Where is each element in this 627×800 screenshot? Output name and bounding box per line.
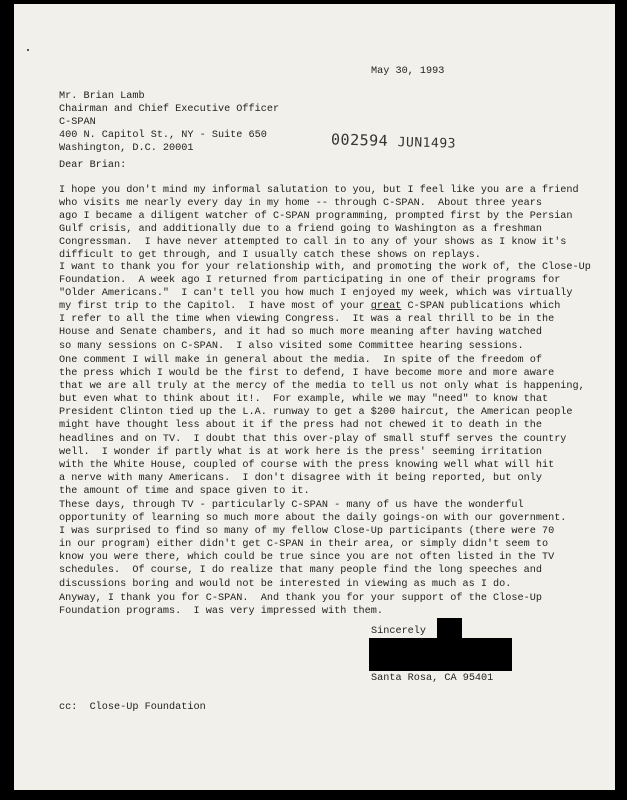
paragraph-4: These days, through TV - particularly C-SPAN - many of us have the wonderful opportunity of learning so much more about the daily goings-on with our government. I was surprised to find so many of my fellow Close-Up participants (there were 70 in our program) either didn't get C-SPAN in their area, or simply didn't seem to know you were there, which could be true since you are not often listed in the TV schedules. Of course, I do realize that many people find the long speeches and discussions boring and would not be interested in viewing as much as I do. [59,500,567,590]
received-stamp [331,130,456,151]
sender-location: Santa Rosa, CA 95401 [371,673,494,684]
closing: Sincerely [371,626,427,637]
underlined-word: great [370,301,402,313]
stamp-day-year: 1493 [422,135,457,152]
recipient-line: C-SPAN [59,117,96,129]
recipient-address [59,90,279,155]
redaction-box [437,618,462,640]
paragraph-1: I hope you don't mind my informal salutation to you, but I feel like you are a friend who visits me nearly every day in my home -- through C-SPAN. About three years ago I became a diligent watcher of C-SPAN programming, prompted first by the Persian Gulf crisis, and additionally due to a friend going to Washington as a freshman Congressman. I have never attempted to call in to any of your shows as I know it's difficult to get through, and I usually catch these shows on replays. [59,185,579,262]
paragraph-5: Anyway, I thank you for C-SPAN. And thank you for your support of the Close-Up Foundation programs. I was very impressed with them. [59,593,542,618]
recipient-line: Chairman and Chief Executive Officer [59,104,280,116]
letter-date: May 30, 1993 [371,66,445,77]
salutation: Dear Brian: [59,160,127,171]
paragraph-2 [59,261,591,353]
stamp-number: 002594 [330,130,389,150]
stamp-month: JUN [397,135,423,151]
cc-line: cc: Close-Up Foundation [59,702,206,713]
letter-page [14,4,615,790]
recipient-line: 400 N. Capitol St., NY - Suite 650 [59,130,267,142]
speck [27,49,29,51]
paragraph-3: One comment I will make in general about the media. In spite of the freedom of the press which I would be the first to defend, I have become more and more aware that we are all truly at the mercy of the media to tell us not only what is happening, but even what to think about it!. For example, while we may "need" to know that President Clinton tied up the L.A. runway to get a $200 haircut, the American people might have thought less about it if the press had not chewed it to death in the headlines and on TV. I doubt that this over-play of small stuff serves the country well. I wonder if partly what is at work here is the press' seeming irritation with the White House, coupled of course with the press knowing well what will hit a nerve with many Americans. I don't disagree with it being reported, but only the amount of time and space given to it. [59,355,585,497]
paragraph-2-text: I want to thank you for your relationship with, and promoting the work of, the Close-Up Foundation. A week ago I returned from participating in one of their programs for "Older Americans." I can't tell you how much I enjoyed my week, which was virtually my first trip to the Capitol. I have most of your [59,262,591,313]
paragraph-2-text: C-SPAN publications which I refer to all the time when viewing Congress. It was a real thrill to be in the House and Senate chambers, and it had so much more meaning after having watched so many sessions on C-SPAN. I also visited some Committee hearing sessions. [59,301,561,352]
recipient-line: Mr. Brian Lamb [59,91,145,102]
recipient-line: Washington, D.C. 20001 [59,143,194,155]
redaction-box [369,638,512,671]
